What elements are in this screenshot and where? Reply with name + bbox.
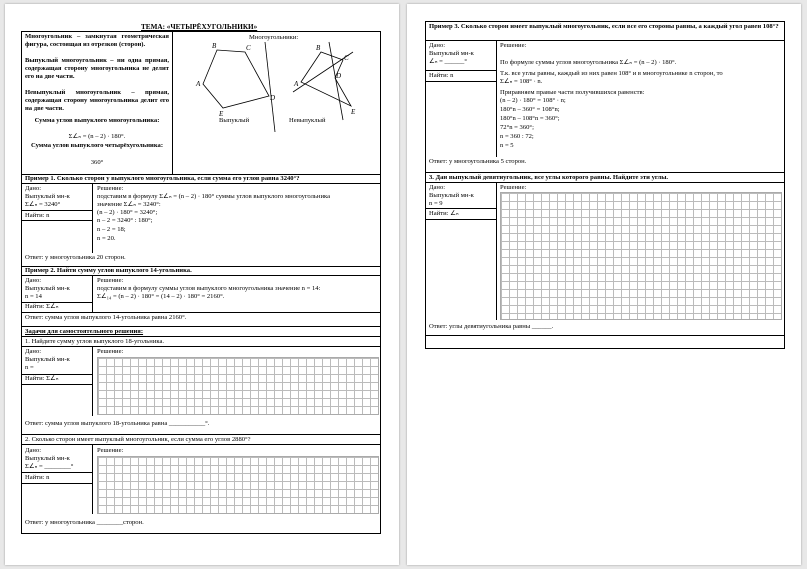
task3-given-label: Дано: — [429, 184, 446, 191]
task2-given-label: Дано: — [25, 447, 42, 454]
example3-given-1: Выпуклый мн-к — [429, 50, 474, 57]
example3-step-6: 180°n – 360° = 108°n; — [500, 106, 560, 113]
example1-step-5: n – 2 = 18; — [97, 226, 126, 233]
vertex-label-b: B — [212, 42, 217, 50]
vertex-label-a: A — [196, 80, 201, 88]
example3-given-label: Дано: — [429, 42, 446, 49]
example2-given-1: Выпуклый мн-к — [25, 285, 70, 292]
example1-find: Найти: n — [25, 212, 50, 219]
worksheet-page-1 — [5, 4, 399, 565]
task2-solution-grid[interactable] — [97, 456, 379, 514]
task3-given-1: Выпуклый мн-к — [429, 192, 474, 199]
task1-answer: Ответ: сумма углов выпуклого 18-угольника равна ___________°. — [25, 420, 210, 427]
example3-step-3: Σ∠ₙ = 108° · n. — [500, 78, 543, 85]
nonconvex-line-2 — [329, 42, 343, 120]
convex-label: Выпуклый — [219, 117, 250, 124]
task3-given-2: n = 9 — [429, 200, 443, 207]
example1-given-1: Выпуклый мн-к — [25, 193, 70, 200]
task2-given-2: Σ∠ₙ = ________° — [25, 463, 74, 470]
task1-given-1: Выпуклый мн-к — [25, 356, 70, 363]
example2-header: Пример 2. Найти сумму углов выпуклого 14-угольника. — [25, 267, 192, 274]
example3-given-2: ∠ₙ = ______° — [429, 58, 467, 65]
example3-find: Найти: n — [429, 72, 454, 79]
polygon-figures — [173, 40, 379, 132]
tasks-header: Задачи для самостоятельного решения: — [25, 328, 144, 335]
example2-step-2: Σ∠₁₄ = (n – 2) · 180° = (14 – 2) · 180° = 2160°. — [97, 293, 225, 300]
vertex-label-b2: B — [316, 44, 321, 52]
example2-step-1: подставим в формулу суммы углов выпуклого многоугольника значение n = 14: — [97, 285, 321, 292]
task2-answer: Ответ: у многоугольника ________сторон. — [25, 519, 144, 526]
example3-step-10: n = 5 — [500, 142, 514, 149]
task1-solution-label: Решение: — [97, 348, 124, 355]
example1-step-3: (n – 2) · 180° = 3240°; — [97, 209, 158, 216]
example1-step-2: значение Σ∠ₙ = 3240°: — [97, 201, 161, 208]
vertex-label-e2: E — [351, 108, 356, 116]
task1-solution-grid[interactable] — [97, 357, 379, 415]
vertex-label-d: D — [270, 94, 276, 102]
example1-step-1: подставим в формулу Σ∠ₙ = (n – 2) · 180° суммы углов выпуклого многоугольника — [97, 193, 331, 200]
example1-step-4: n – 2 = 3240° : 180°; — [97, 217, 153, 224]
task2-find: Найти: n — [25, 474, 50, 481]
example3-step-4: Приравняем правые части получившихся равенств: — [500, 89, 645, 96]
example2-solution-label: Решение: — [97, 277, 124, 284]
example2-given-2: n = 14 — [25, 293, 42, 300]
quad-angles-value: 360° — [90, 159, 104, 166]
example2-given-label: Дано: — [25, 277, 42, 284]
example1-header: Пример 1. Сколько сторон у выпуклого многоугольника, если сумма его углов равна 3240°? — [25, 175, 300, 182]
example1-step-6: n = 20. — [97, 235, 116, 242]
definition-polygon: Многоугольник – замкнутая геометрическая фигура, состоящая из отрезков (сторон). — [25, 33, 169, 48]
example3-step-7: 180°n – 108°n = 360°; — [500, 115, 560, 122]
task3-find: Найти: ∠ₙ — [429, 210, 459, 217]
vertex-label-c2: C — [344, 54, 349, 62]
example2-answer: Ответ: сумма углов выпуклого 14-угольника равна 2160°. — [25, 314, 187, 321]
example1-solution-label: Решение: — [97, 185, 124, 192]
task2-given-1: Выпуклый мн-к — [25, 455, 70, 462]
sum-angles-title: Сумма углов выпуклого многоугольника: — [34, 117, 160, 124]
definition-convex: Выпуклый многоугольник – ни одна прямая, содержащая сторону многоугольника не делит его на две части. — [25, 57, 169, 80]
task3-solution-grid[interactable] — [500, 192, 782, 320]
convex-pentagon — [203, 50, 269, 108]
definition-nonconvex: Невыпуклый многоугольник – прямая, содержащая сторону многоугольника делит его на две части. — [25, 89, 169, 112]
vertex-label-c: C — [246, 44, 251, 52]
example3-solution-label: Решение: — [500, 42, 527, 49]
task2-title: 2. Сколько сторон имеет выпуклый многоугольник, если сумма его углов 2880°? — [25, 436, 251, 443]
example3-answer: Ответ: у многоугольника 5 сторон. — [429, 158, 527, 165]
figures-title: Многоугольники: — [249, 34, 299, 41]
example3-step-5: (n – 2) · 180° = 108° · n; — [500, 97, 566, 104]
task1-given-label: Дано: — [25, 348, 42, 355]
vertex-label-a2: A — [294, 80, 299, 88]
worksheet-page-2 — [407, 4, 801, 565]
example3-step-9: n = 360 : 72; — [500, 133, 534, 140]
example3-step-8: 72°n = 360°; — [500, 124, 534, 131]
example1-answer: Ответ: у многоугольника 20 сторон. — [25, 254, 126, 261]
example3-step-2: Т.к. все углы равны, каждый из них равен 108° и в многоугольнике n сторон, то — [500, 70, 723, 77]
task1-find: Найти: Σ∠ₙ — [25, 375, 59, 382]
example1-given-label: Дано: — [25, 185, 42, 192]
example3-header: Пример 3. Сколько сторон имеет выпуклый многоугольник, если все его стороны равны, а каждый угол равен 108°? — [429, 23, 779, 30]
task3-solution-label: Решение: — [500, 184, 527, 191]
task3-answer: Ответ: углы девятиугольника равны ______. — [429, 323, 554, 330]
vertex-label-d2: D — [336, 72, 342, 80]
task1-title: 1. Найдите сумму углов выпуклого 18-угольника. — [25, 338, 165, 345]
vertex-label-e: E — [219, 110, 224, 118]
example3-step-1: По формуле суммы углов многоугольника Σ∠ₙ = (n – 2) · 180°. — [500, 59, 677, 66]
nonconvex-label: Невыпуклый — [289, 117, 326, 124]
task1-given-2: n = — [25, 364, 34, 371]
page-title: ТЕМА: «ЧЕТЫРЁХУГОЛЬНИКИ» — [141, 23, 258, 31]
example1-given-2: Σ∠ₙ = 3240° — [25, 201, 61, 208]
convex-support-line — [265, 42, 275, 132]
task2-solution-label: Решение: — [97, 447, 124, 454]
quad-angles-title: Сумма углов выпуклого четырёхугольника: — [30, 142, 164, 149]
sum-angles-formula: Σ∠ₙ = (n – 2) · 180°. — [68, 133, 126, 140]
example2-find: Найти: Σ∠ₙ — [25, 303, 59, 310]
task3-title: 3. Дан выпуклый девятиугольник, все углы которого равны. Найдите эти углы. — [429, 174, 669, 181]
